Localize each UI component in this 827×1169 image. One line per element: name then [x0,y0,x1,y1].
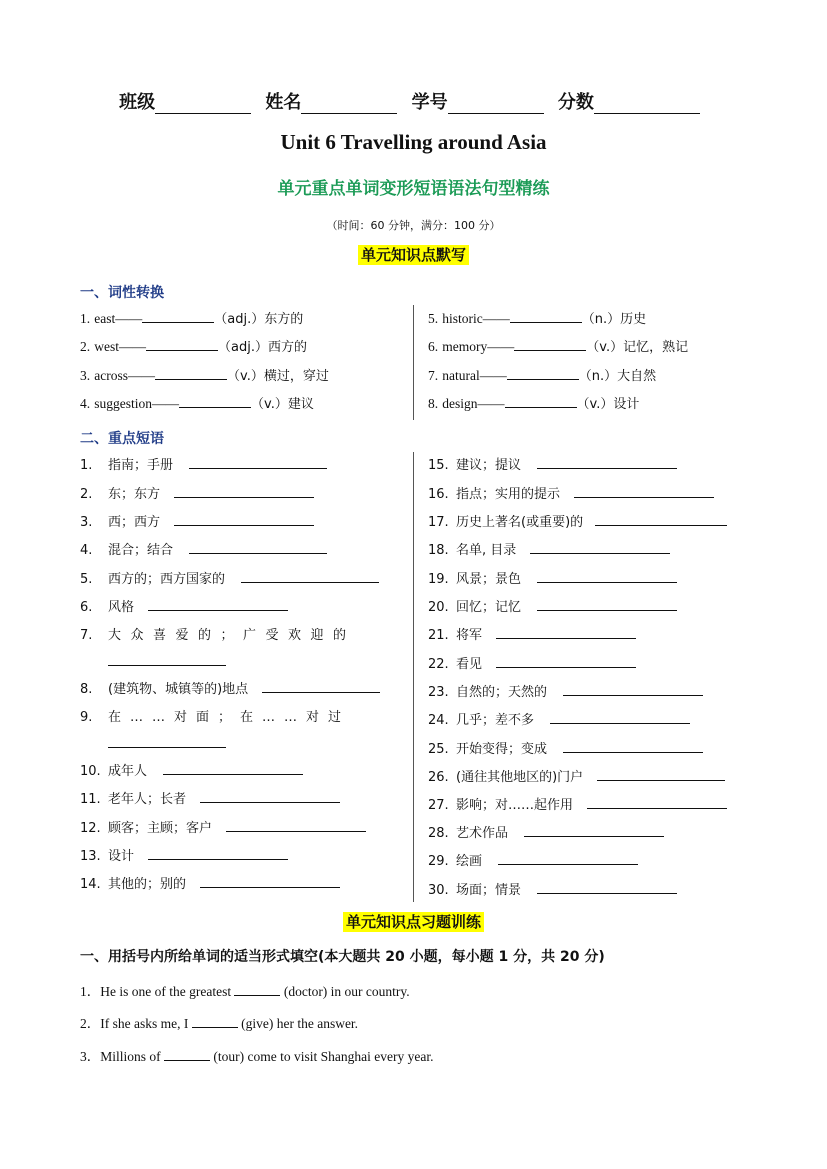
exercise-question: 3．Millions of (tour) come to visit Shanghai every year. [80,1049,434,1064]
answer-blank[interactable] [163,762,303,775]
answer-blank[interactable] [505,395,577,408]
class-field[interactable]: 班级 [119,88,251,114]
phrase-item: 30. 场面；情景 [428,879,677,898]
answer-blank[interactable] [146,338,218,351]
phrase-item: 5. 西方的；西方国家的 [80,568,379,587]
answer-blank[interactable] [595,513,727,526]
phrase-item: 18. 名单, 目录 [428,539,670,558]
phrase-item: 21. 将军 [428,624,636,643]
exercise-question: 1．He is one of the greatest (doctor) in our country. [80,984,410,999]
answer-blank[interactable] [550,711,690,724]
answer-blank[interactable] [189,541,327,554]
phrase-item: 8. (建筑物、城镇等的)地点 [80,678,380,697]
part1-heading: 一、词性转换 [80,285,164,301]
id-field[interactable]: 学号 [412,88,544,114]
phrase-item: 3. 西；西方 [80,511,314,530]
phrase-item: 7. 大众喜爱的；广受欢迎的 [80,628,356,643]
answer-blank[interactable] [241,570,379,583]
name-blank[interactable] [301,93,397,114]
page-title: Unit 6 Travelling around Asia [280,130,547,154]
class-blank[interactable] [155,93,251,114]
phrase-item: 2. 东；东方 [80,483,314,502]
phrase-item: 17. 历史上著名(或重要)的 [428,511,727,530]
phrase-item: 16. 指点；实用的提示 [428,483,714,502]
time-score-note: （时间：60 分钟，满分：100 分） [326,219,501,232]
score-field[interactable]: 分数 [558,88,700,114]
answer-blank[interactable] [226,819,366,832]
phrase-item: 19. 风景；景色 [428,568,677,587]
word-form-item: 1. east—— （adj.）东方的 [80,311,304,327]
answer-blank[interactable] [514,338,586,351]
phrase-item: 15. 建议；提议 [428,454,677,473]
answer-blank[interactable] [537,598,677,611]
answer-blank[interactable] [164,1048,210,1061]
answer-blank[interactable] [234,983,280,996]
answer-blank[interactable] [189,456,327,469]
answer-blank[interactable] [537,456,677,469]
phrase-item: 26. (通往其他地区的)门户 [428,766,725,785]
answer-blank[interactable] [200,875,340,888]
word-form-item: 8. design—— （v.）设计 [428,396,640,412]
student-info-line [0,88,827,114]
answer-blank[interactable] [498,852,638,865]
section-banner-dictation: 单元知识点默写 [0,244,827,265]
phrase-item: 22. 看见 [428,653,636,672]
answer-blank[interactable] [108,653,226,666]
page-subtitle: 单元重点单词变形短语语法句型精练 [277,179,550,199]
phrase-item-continuation [108,653,226,670]
answer-blank[interactable] [200,790,340,803]
phrase-item: 29. 绘画 [428,850,638,869]
answer-blank[interactable] [563,740,703,753]
answer-blank[interactable] [496,626,636,639]
answer-blank[interactable] [587,796,727,809]
answer-blank[interactable] [192,1015,238,1028]
answer-blank[interactable] [174,485,314,498]
answer-blank[interactable] [597,768,725,781]
answer-blank[interactable] [179,395,251,408]
answer-blank[interactable] [155,367,227,380]
phrase-item: 25. 开始变得；变成 [428,738,703,757]
phrase-item: 13. 设计 [80,845,288,864]
phrase-item: 12. 顾客；主顾；客户 [80,817,366,836]
answer-blank[interactable] [530,541,670,554]
phrase-item: 11. 老年人；长者 [80,788,340,807]
phrase-item: 24. 几乎；差不多 [428,709,690,728]
answer-blank[interactable] [142,310,214,323]
word-form-item: 5. historic—— （n.）历史 [428,311,647,327]
phrase-item: 6. 风格 [80,596,288,615]
phrase-item: 20. 回忆；记忆 [428,596,677,615]
answer-blank[interactable] [148,598,288,611]
part1-divider [413,305,414,420]
section-banner-exercises: 单元知识点习题训练 [0,911,827,932]
phrase-item: 10. 成年人 [80,760,303,779]
answer-blank[interactable] [574,485,714,498]
answer-blank[interactable] [563,683,703,696]
answer-blank[interactable] [524,824,664,837]
phrase-item: 28. 艺术作品 [428,822,664,841]
answer-blank[interactable] [537,881,677,894]
id-blank[interactable] [448,93,544,114]
phrase-item-continuation [108,735,226,752]
answer-blank[interactable] [537,570,677,583]
word-form-item: 3. across—— （v.）横过，穿过 [80,368,329,384]
word-form-item: 4. suggestion—— （v.）建议 [80,396,314,412]
exercise-question: 2．If she asks me, I (give) her the answer. [80,1016,359,1031]
phrase-item: 4. 混合；结合 [80,539,327,558]
answer-blank[interactable] [148,847,288,860]
answer-blank[interactable] [108,735,226,748]
phrase-item: 27. 影响；对……起作用 [428,794,727,813]
part2-divider [413,452,414,902]
answer-blank[interactable] [262,680,380,693]
word-form-item: 6. memory—— （v.）记忆，熟记 [428,339,689,355]
phrase-item: 14. 其他的；别的 [80,873,340,892]
answer-blank[interactable] [510,310,582,323]
phrase-item: 23. 自然的；天然的 [428,681,703,700]
word-form-item: 2. west—— （adj.）西方的 [80,339,307,355]
phrase-item: 1. 指南；手册 [80,454,327,473]
word-form-item: 7. natural—— （n.）大自然 [428,368,657,384]
phrase-item: 9. 在……对面；在……对过 [80,710,351,725]
answer-blank[interactable] [507,367,579,380]
score-blank[interactable] [594,93,700,114]
name-field[interactable]: 姓名 [265,88,397,114]
exercise-heading: 一、用括号内所给单词的适当形式填空(本大题共 20 小题，每小题 1 分，共 20 分) [80,949,605,965]
part2-heading: 二、重点短语 [80,431,164,447]
answer-blank[interactable] [496,655,636,668]
answer-blank[interactable] [174,513,314,526]
